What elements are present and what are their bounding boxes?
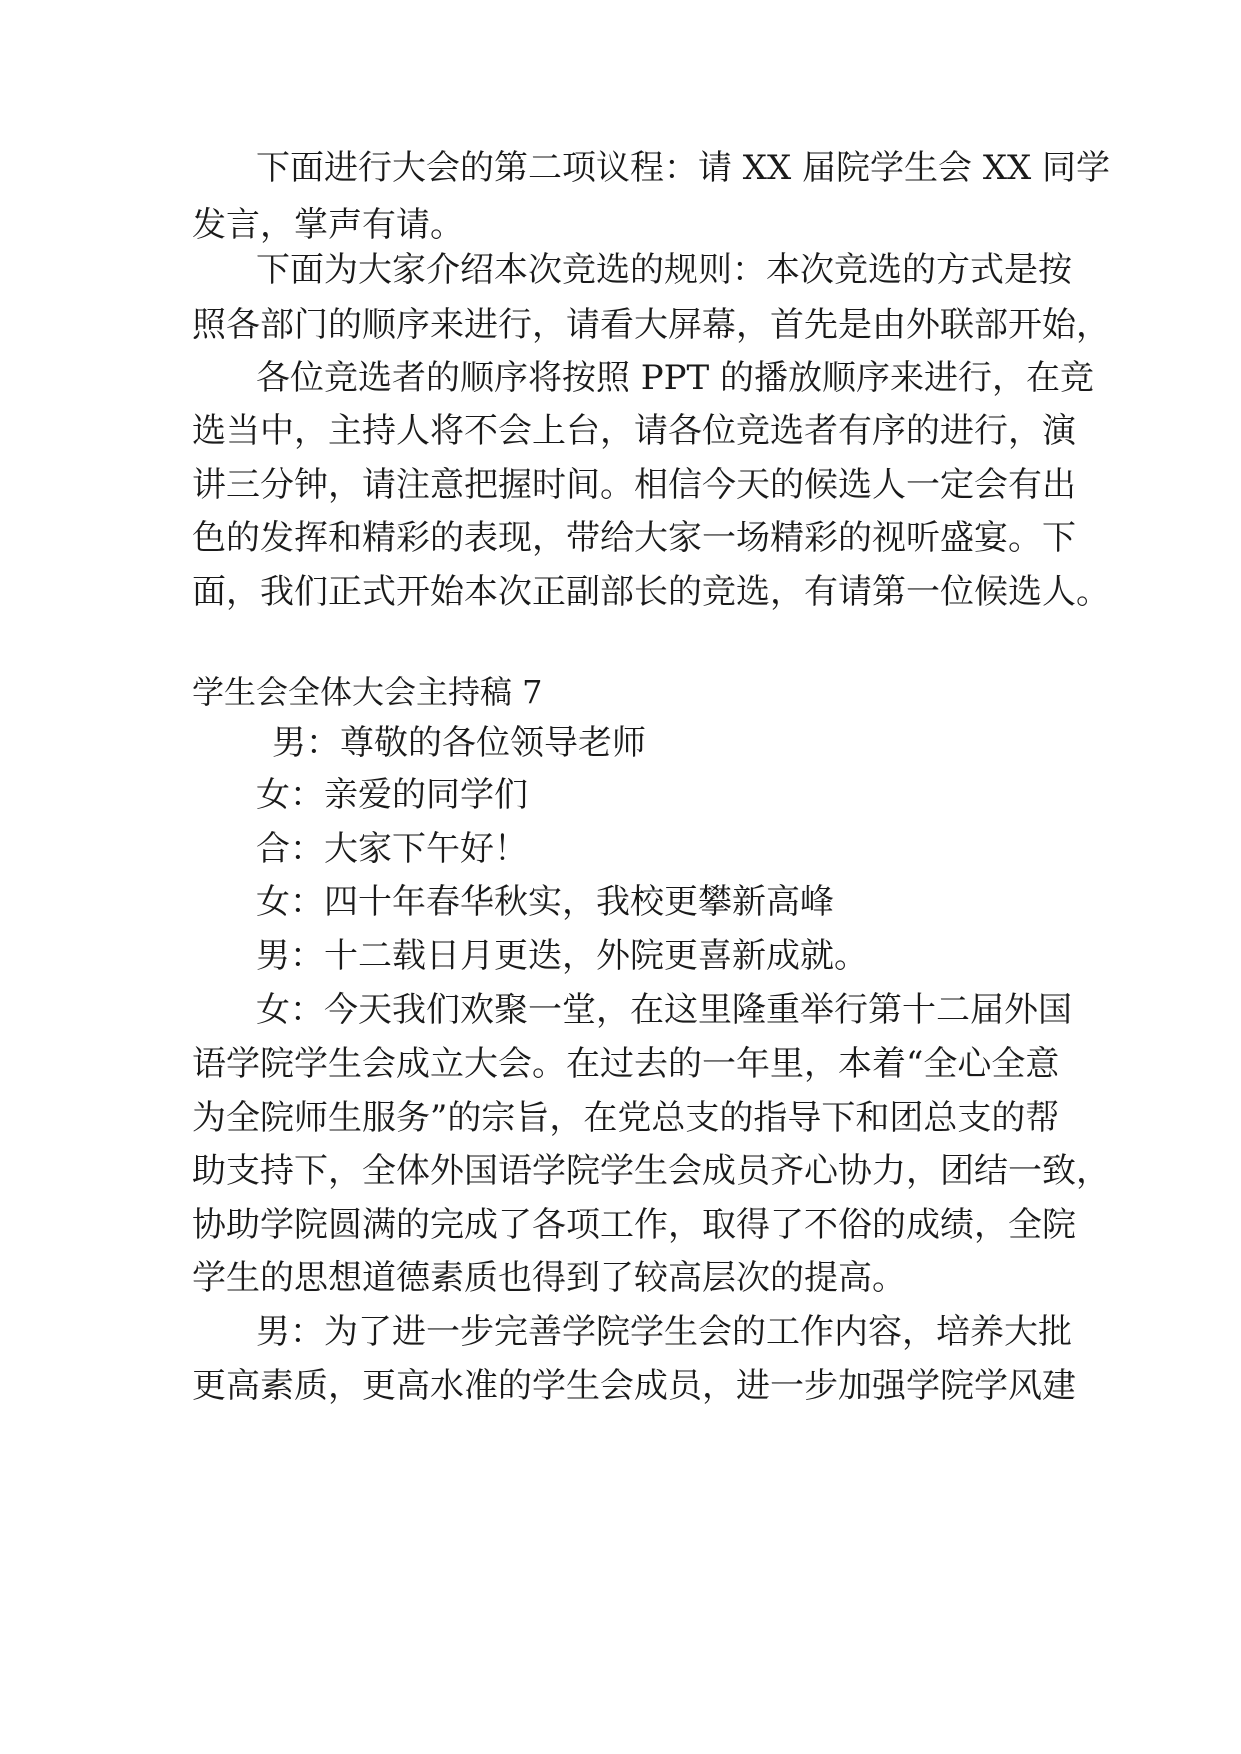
section-heading: 学生会全体大会主持稿 7 xyxy=(192,673,543,711)
paragraph-1-line-1: 下面进行大会的第二项议程：请 XX 届院学生会 XX 同学 xyxy=(256,148,1111,188)
paragraph-2-line-1: 下面为大家介绍本次竞选的规则：本次竞选的方式是按 xyxy=(256,250,1072,290)
paragraph-3-line-5: 面，我们正式开始本次正副部长的竞选，有请第一位候选人。 xyxy=(192,572,1110,612)
paragraph-5-line-2: 更高素质，更高水准的学生会成员，进一步加强学院学风建 xyxy=(192,1366,1076,1406)
paragraph-1-line-2: 发言，掌声有请。 xyxy=(192,205,464,245)
paragraph-4-line-2: 语学院学生会成立大会。在过去的一年里，本着“全心全意 xyxy=(192,1044,1060,1084)
paragraph-4-line-1: 女：今天我们欢聚一堂，在这里隆重举行第十二届外国 xyxy=(256,990,1072,1030)
dialog-line-2: 女：亲爱的同学们 xyxy=(256,775,528,815)
paragraph-3-line-1: 各位竞选者的顺序将按照 PPT 的播放顺序来进行，在竞 xyxy=(256,358,1095,398)
paragraph-3-line-4: 色的发挥和精彩的表现，带给大家一场精彩的视听盛宴。下 xyxy=(192,518,1076,558)
paragraph-3-line-2: 选当中，主持人将不会上台，请各位竞选者有序的进行，演 xyxy=(192,411,1076,451)
paragraph-4-line-6: 学生的思想道德素质也得到了较高层次的提高。 xyxy=(192,1258,906,1298)
dialog-line-4: 女：四十年春华秋实，我校更攀新高峰 xyxy=(256,882,834,922)
paragraph-5-line-1: 男：为了进一步完善学院学生会的工作内容，培养大批 xyxy=(256,1312,1072,1352)
paragraph-4-line-5: 协助学院圆满的完成了各项工作，取得了不俗的成绩，全院 xyxy=(192,1205,1076,1245)
dialog-line-1: 男：尊敬的各位领导老师 xyxy=(272,723,646,763)
paragraph-2-line-2: 照各部门的顺序来进行，请看大屏幕，首先是由外联部开始， xyxy=(192,305,1110,345)
dialog-line-3: 合：大家下午好！ xyxy=(256,829,528,869)
paragraph-4-line-3: 为全院师生服务”的宗旨，在党总支的指导下和团总支的帮 xyxy=(192,1098,1060,1138)
paragraph-3-line-3: 讲三分钟，请注意把握时间。相信今天的候选人一定会有出 xyxy=(192,465,1076,505)
paragraph-4-line-4: 助支持下，全体外国语学院学生会成员齐心协力，团结一致， xyxy=(192,1151,1110,1191)
dialog-line-5: 男：十二载日月更迭，外院更喜新成就。 xyxy=(256,936,868,976)
